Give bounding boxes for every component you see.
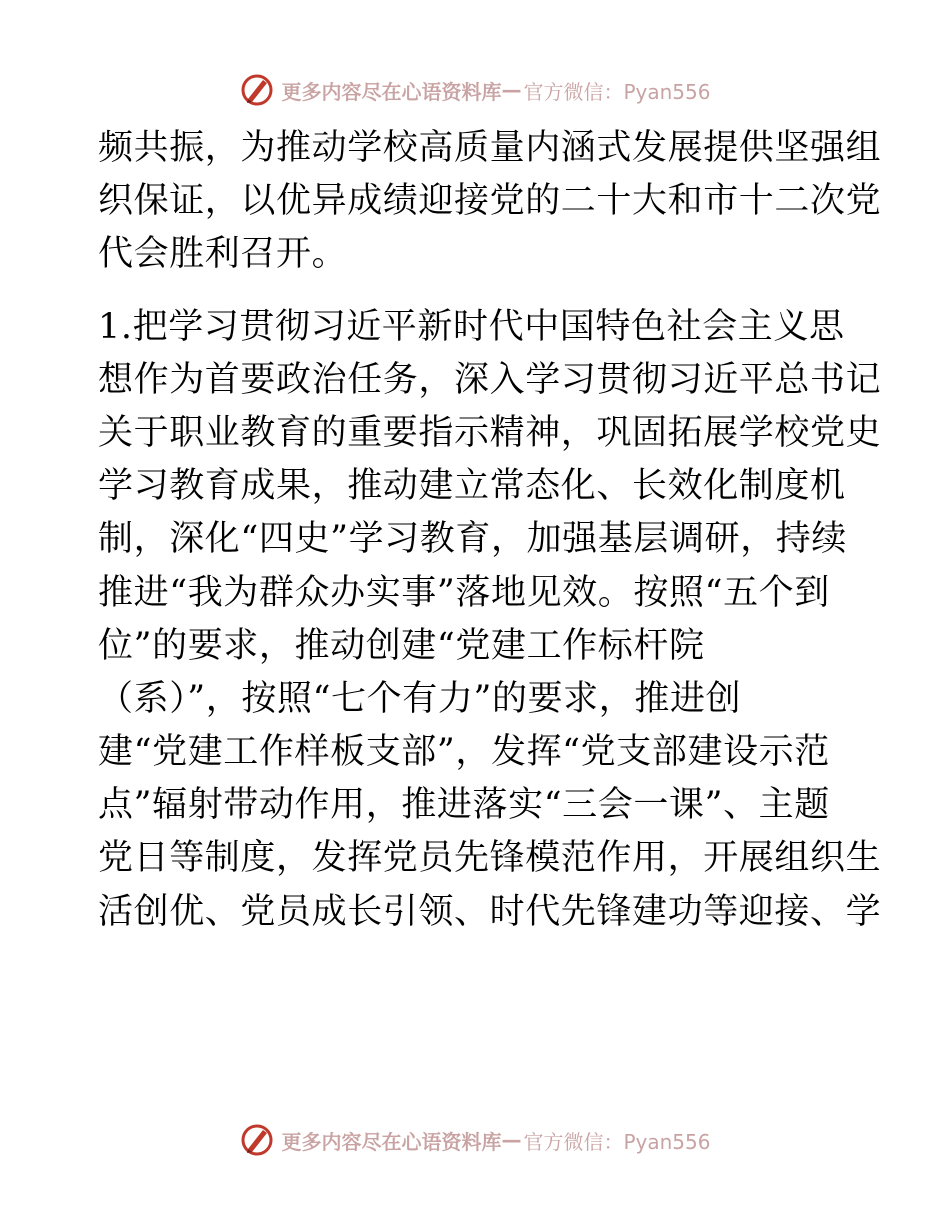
pen-logo-icon bbox=[239, 1122, 275, 1158]
document-body bbox=[98, 122, 882, 939]
text-line: 频共振，为推动学校高质量内涵式发展提供坚强组 bbox=[98, 128, 882, 168]
text-line: 代会胜利召开。 bbox=[98, 234, 348, 275]
text-line: 制，深化“四史”学习教育，加强基层调研，持续 bbox=[98, 519, 847, 560]
text-line: 活创优、党员成长引领、时代先锋建功等迎接、学 bbox=[98, 891, 882, 932]
text-line: 关于职业教育的重要指示精神，巩固拓展学校党史 bbox=[98, 412, 882, 453]
text-line: 织保证，以优异成绩迎接党的二十大和市十二次党 bbox=[98, 181, 882, 222]
text-line: 学习教育成果，推动建立常态化、长效化制度机 bbox=[98, 466, 846, 507]
text-line: 点”辐射带动作用，推进落实“三会一课”、主题 bbox=[98, 785, 830, 826]
text-line: 1.把学习贯彻习近平新时代中国特色社会主义思 bbox=[98, 306, 845, 347]
watermark-contact: 官方微信：Pyan556 bbox=[523, 1129, 711, 1154]
watermark-title: 更多内容尽在心语资料库 bbox=[281, 79, 502, 104]
paragraph-2 bbox=[98, 301, 882, 939]
footer-watermark bbox=[0, 1120, 950, 1160]
watermark-title: 更多内容尽在心语资料库 bbox=[281, 1129, 502, 1154]
paragraph-1 bbox=[98, 122, 882, 282]
watermark-separator: — bbox=[501, 1128, 522, 1152]
text-line: 建“党建工作样板支部”，发挥“党支部建设示范 bbox=[98, 732, 830, 773]
text-line: 想作为首要政治任务，深入学习贯彻习近平总书记 bbox=[98, 359, 882, 400]
text-line: 位”的要求，推动创建“党建工作标杆院 bbox=[98, 625, 705, 666]
pen-logo-icon bbox=[239, 72, 275, 108]
text-line: 党日等制度，发挥党员先锋模范作用，开展组织生 bbox=[98, 838, 882, 879]
watermark-separator: — bbox=[501, 78, 522, 102]
text-line: （系）”，按照“七个有力”的要求，推进创 bbox=[98, 678, 742, 719]
text-line: 推进“我为群众办实事”落地见效。按照“五个到 bbox=[98, 572, 830, 613]
watermark-contact: 官方微信：Pyan556 bbox=[523, 79, 711, 104]
header-watermark bbox=[0, 70, 950, 110]
paragraph-gap bbox=[98, 282, 858, 301]
